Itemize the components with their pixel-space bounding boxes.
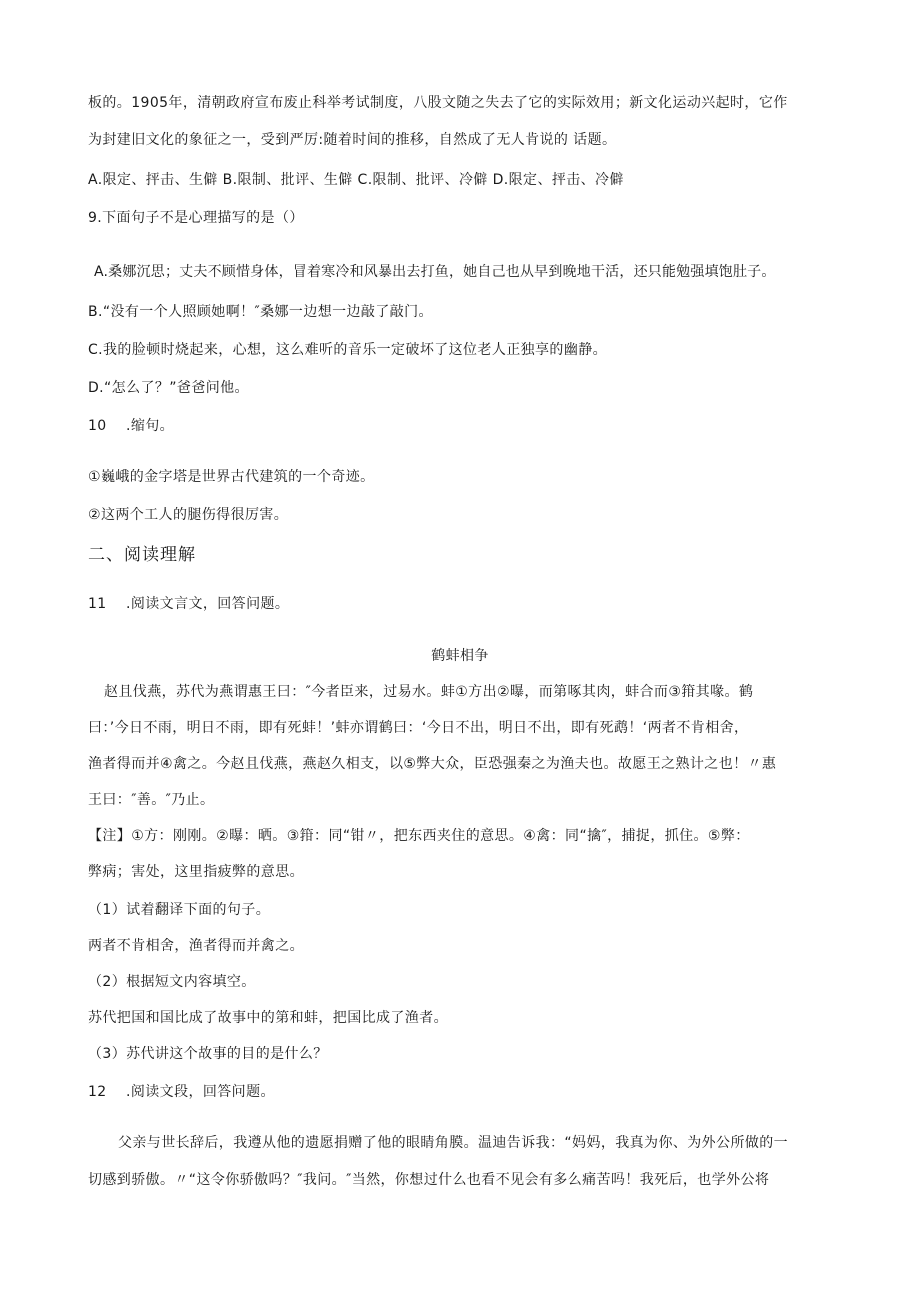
q10-sentence-2: ②这两个工人的腿伤得很厉害。	[88, 507, 289, 523]
q9-stem: 9.下面句子不是心理描写的是（）	[88, 210, 304, 226]
passage-title: 鹤蚌相争	[431, 648, 489, 664]
q9-option-d: D.“怎么了？”爸爸问他。	[88, 380, 249, 396]
q9-option-a: A.桑娜沉思；丈夫不顾惜身体，冒着寒冷和风暴出去打鱼，她自己也从早到晚地干活，还只能勉强填饱肚子。	[94, 264, 776, 280]
q11-stem: 11 .阅读文言文，回答问题。	[88, 596, 290, 612]
q11-sub-1-text: 两者不肯相舍，渔者得而并禽之。	[88, 938, 304, 954]
q8-options: A.限定、抨击、生僻 B.限制、批评、生僻 C.限制、批评、冷僻 D.限定、抨击、冷僻	[88, 172, 624, 188]
passage-line-3: 渔者得而并④禽之。今赵且伐燕，燕赵久相支，以⑤弊大众，臣恐强秦之为渔夫也。故愿王之熟计之也！〃惠	[88, 756, 777, 772]
q11-sub-3: （3）苏代讲这个故事的目的是什么？	[88, 1046, 328, 1062]
q11-sub-2-text: 苏代把国和国比成了故事中的第和蚌，把国比成了渔者。	[88, 1010, 448, 1026]
note-line-2: 弊病；害处，这里指疲弊的意思。	[88, 864, 304, 880]
q11-sub-1: （1）试着翻译下面的句子。	[88, 902, 271, 918]
q8-line-1: 板的。1905年，清朝政府宣布废止科举考试制度，八股文随之失去了它的实际效用；新文化运动兴起时，它作	[88, 95, 788, 111]
q10-stem: 10 .缩句。	[88, 418, 175, 434]
q12-passage-line-2: 切感到骄傲。〃“这令你骄傲吗？″我问。″当然，你想过什么也看不见会有多么痛苦吗！我死后，也学外公将	[88, 1172, 770, 1188]
passage-line-2: 曰：’今日不雨，明日不雨，即有死蚌！’蚌亦谓鹤曰：‘今日不出，明日不出，即有死鹉！‘两者不肯相舍，	[88, 720, 749, 736]
q8-line-2: 为封建旧文化的象征之一，受到严厉:随着时间的推移，自然成了无人肯说的 话题。	[88, 132, 617, 148]
q9-option-b: B.“没有一个人照顾她啊！″桑娜一边想一边敲了敲门。	[88, 304, 433, 320]
passage-line-1: 赵且伐燕，苏代为燕谓惠王曰：″今者臣来，过易水。蚌①方出②曝，而第啄其肉，蚌合而③箝其喙。鹤	[104, 684, 754, 700]
section-heading-reading: 二、阅读理解	[88, 545, 196, 565]
q12-stem: 12 .阅读文段，回答问题。	[88, 1084, 275, 1100]
q12-passage-line-1: 父亲与世长辞后，我遵从他的遗愿捐赠了他的眼睛角膜。温迪告诉我：“妈妈，我真为你、为外公所做的一	[118, 1135, 789, 1151]
passage-line-4: 王曰：″善。″乃止。	[88, 792, 215, 808]
note-line-1: 【注】①方：刚刚。②曝：晒。③箝：同“钳〃，把东西夹住的意思。④禽：同“擒″，捕捉，抓住。⑤弊：	[88, 828, 750, 844]
q9-option-c: C.我的脸顿时烧起来，心想，这么难听的音乐一定破坏了这位老人正独享的幽静。	[88, 342, 608, 358]
q11-sub-2: （2）根据短文内容填空。	[88, 974, 256, 990]
q10-sentence-1: ①巍峨的金字塔是世界古代建筑的一个奇迹。	[88, 469, 375, 485]
